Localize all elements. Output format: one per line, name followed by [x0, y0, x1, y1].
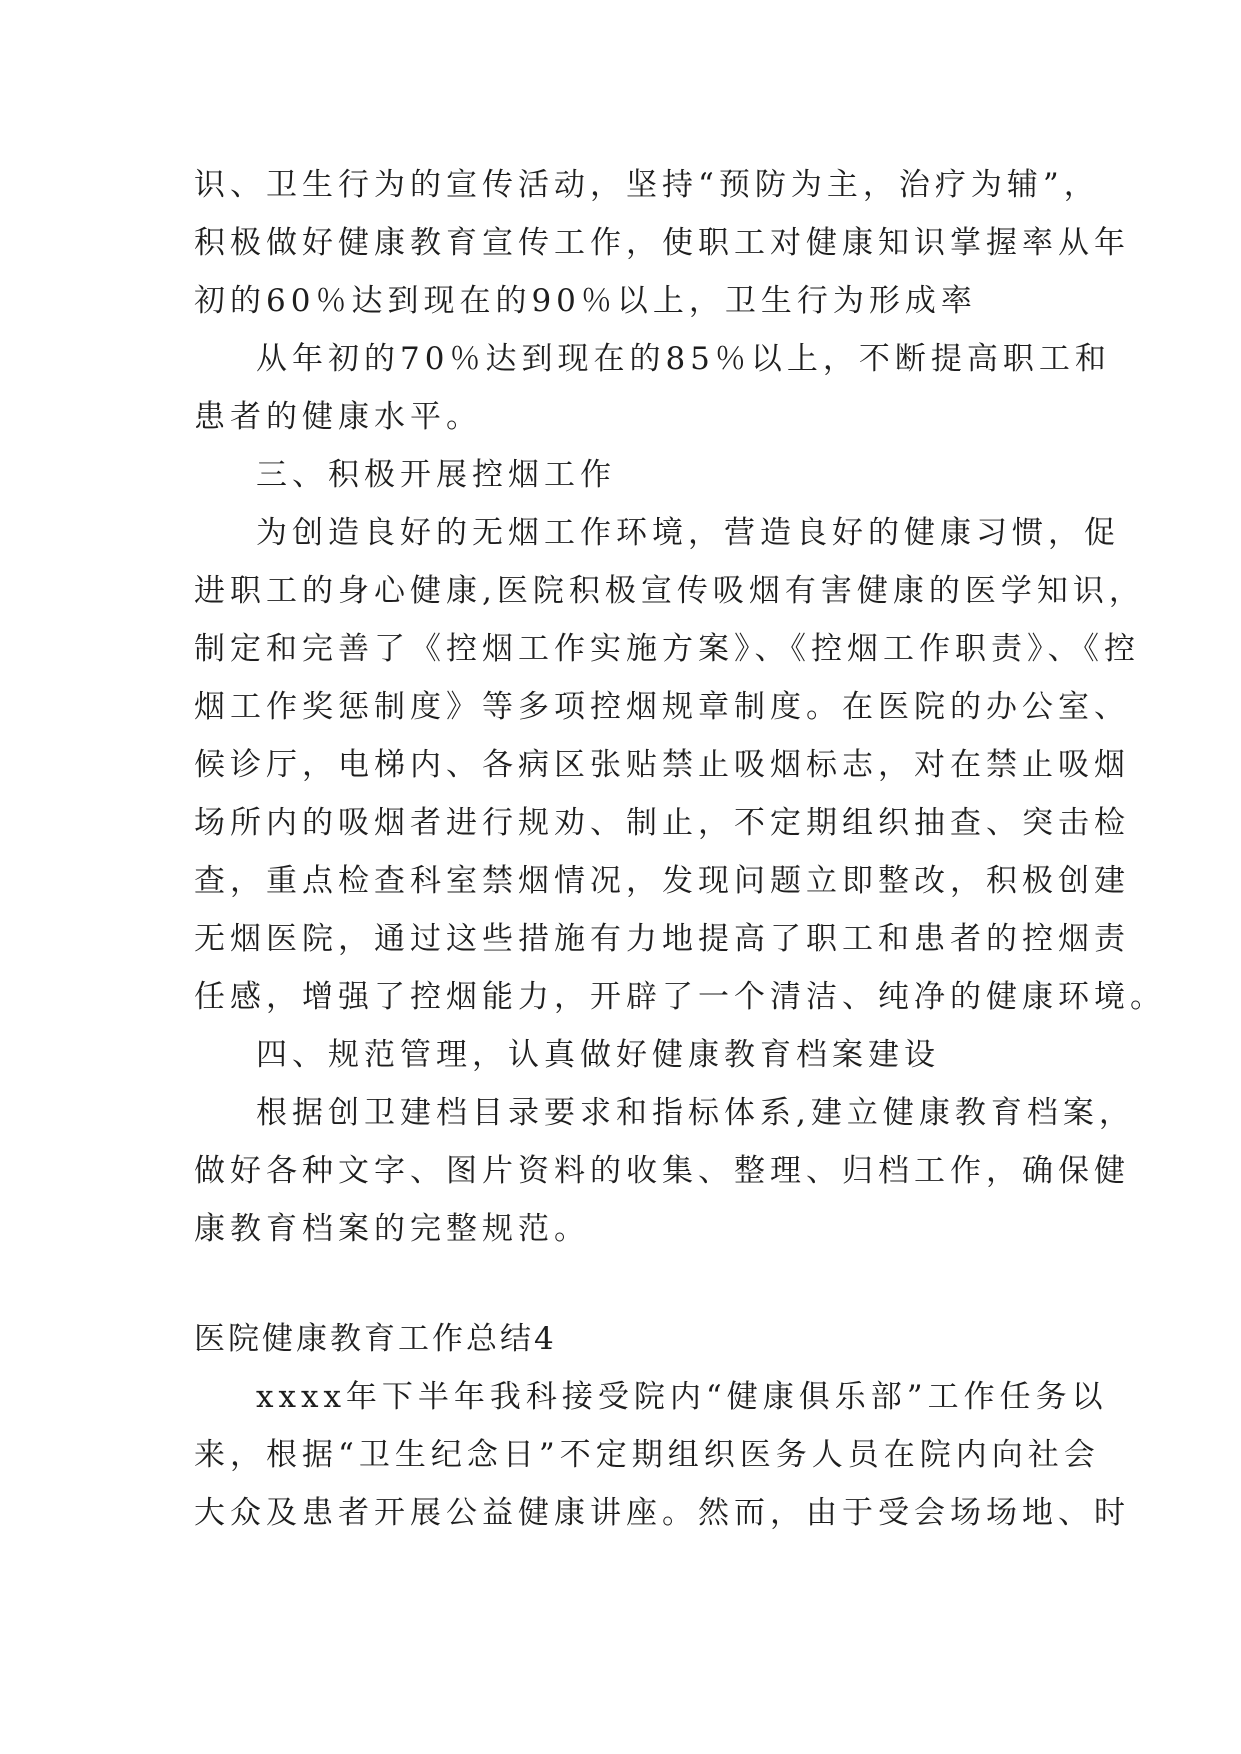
- text-line: 大众及患者开展公益健康讲座。然而，由于受会场场地、时: [194, 1495, 1130, 1531]
- text-line: 场所内的吸烟者进行规劝、制止，不定期组织抽查、突击检: [194, 805, 1130, 841]
- text-line: xxxx年下半年我科接受院内“健康俱乐部”工作任务以: [256, 1379, 1108, 1415]
- text-line: 识、卫生行为的宣传活动，坚持“预防为主，治疗为辅”，: [194, 167, 1100, 203]
- text-line: 积极做好健康教育宣传工作，使职工对健康知识掌握率从年: [194, 225, 1130, 261]
- text-line: 患者的健康水平。: [194, 399, 482, 435]
- paragraph-summary-4: [194, 1368, 1130, 1542]
- section-heading-smoking-control: [194, 446, 1064, 504]
- text-line: 来，根据“卫生纪念日”不定期组织医务人员在院内向社会: [194, 1437, 1100, 1473]
- text-line: 制定和完善了《控烟工作实施方案》、《控烟工作职责》、《控: [194, 631, 1140, 667]
- text-line: 无烟医院，通过这些措施有力地提高了职工和患者的控烟责: [194, 921, 1130, 957]
- summary-title: 医院健康教育工作总结4: [194, 1321, 557, 1357]
- text-line: 候诊厅，电梯内、各病区张贴禁止吸烟标志，对在禁止吸烟: [194, 747, 1130, 783]
- section-heading-archive-management: [194, 1026, 1064, 1084]
- text-line: 查，重点检查科室禁烟情况，发现问题立即整改，积极创建: [194, 863, 1130, 899]
- text-line: 烟工作奖惩制度》等多项控烟规章制度。在医院的办公室、: [194, 689, 1130, 725]
- text-line: 为创造良好的无烟工作环境，营造良好的健康习惯，促: [256, 515, 1120, 551]
- text-line: 康教育档案的完整规范。: [194, 1211, 590, 1247]
- text-line: 从年初的70％达到现在的85％以上，不断提高职工和: [256, 341, 1111, 377]
- paragraph-archive-management: [194, 1084, 1135, 1258]
- section-heading: 三、积极开展控烟工作: [256, 457, 616, 493]
- section-heading: 四、规范管理，认真做好健康教育档案建设: [256, 1037, 940, 1073]
- text-line: 做好各种文字、图片资料的收集、整理、归档工作，确保健: [194, 1153, 1130, 1189]
- paragraph-health-promotion-continued: [194, 156, 1130, 446]
- paragraph-smoking-control: [194, 504, 1166, 1026]
- summary-title-block: [194, 1310, 1064, 1368]
- text-line: 任感，增强了控烟能力，开辟了一个清洁、纯净的健康环境。: [194, 979, 1166, 1015]
- text-line: 初的60％达到现在的90％以上，卫生行为形成率: [194, 283, 977, 319]
- text-line: 根据创卫建档目录要求和指标体系,建立健康教育档案，: [256, 1095, 1135, 1131]
- text-line: 进职工的身心健康,医院积极宣传吸烟有害健康的医学知识，: [194, 573, 1145, 609]
